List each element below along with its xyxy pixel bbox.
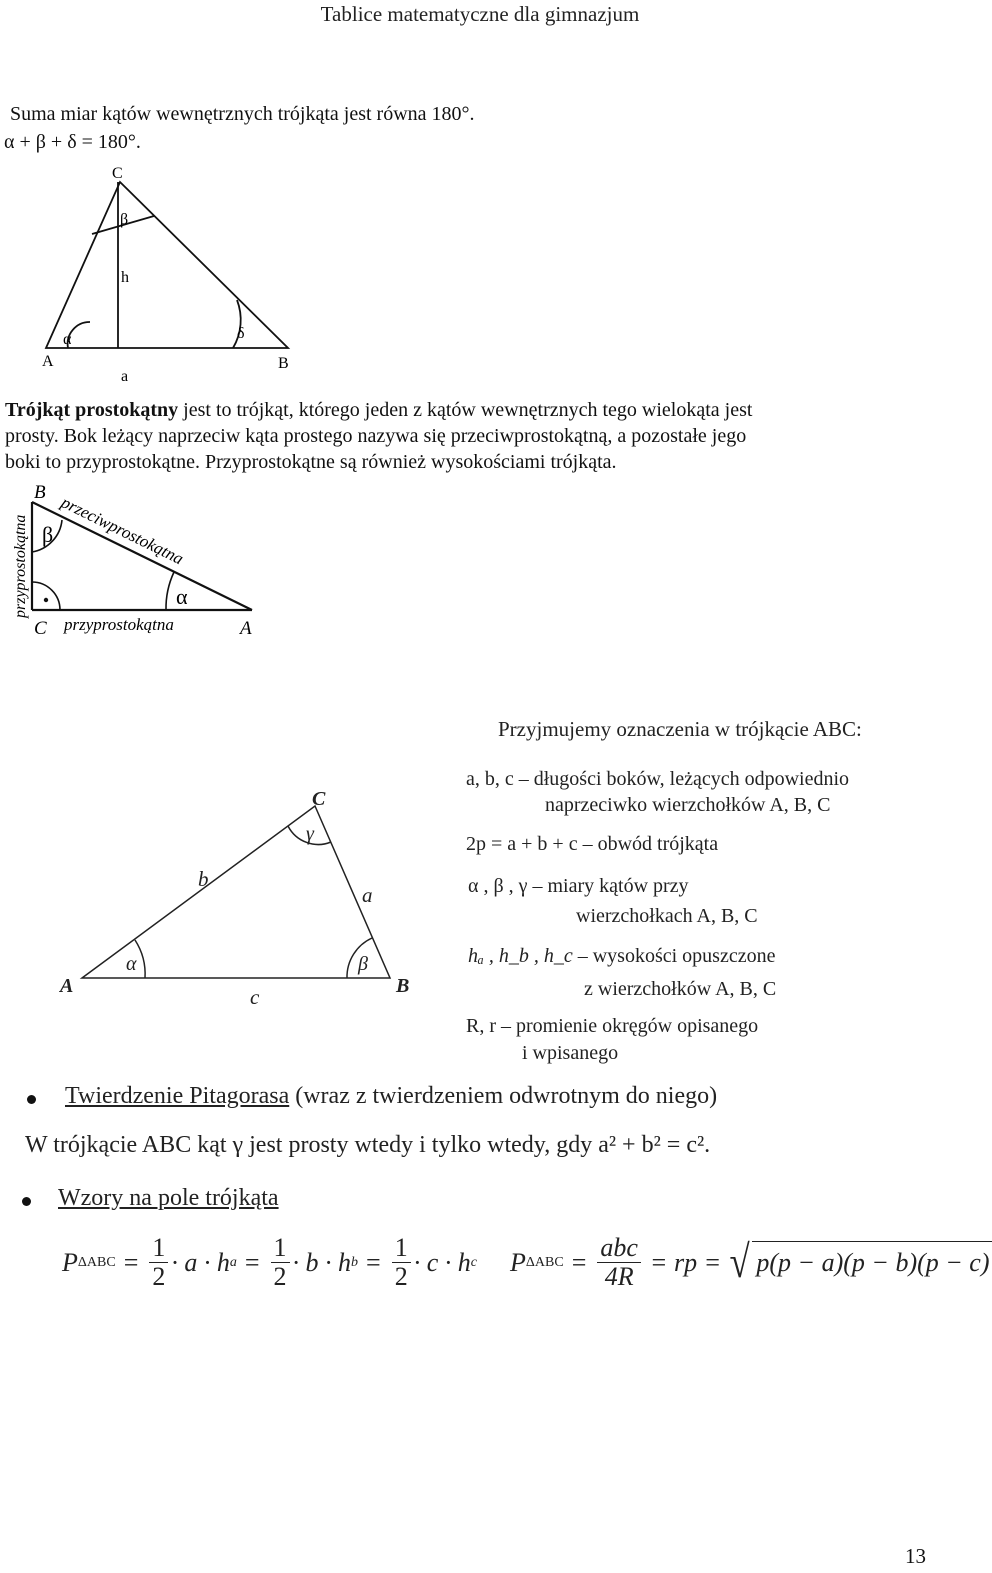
right-triangle-line2: prosty. Bok leżący naprzeciw kąta prostego nazywa się przeciwprostokątną, a pozostałe jego (5, 425, 747, 447)
side-c-label: c (250, 985, 260, 1009)
right-angle-arc (32, 582, 60, 610)
vertex-a-label: A (42, 353, 54, 370)
pythagoras-title-rest: (wraz z twierdzeniem odwrotnym do niego) (289, 1083, 718, 1109)
right-angle-dot (44, 598, 48, 602)
right-triangle-term: Trójkąt prostokątny (5, 399, 179, 421)
leg-horizontal-label: przyprostokątna (64, 615, 174, 634)
equals: = (571, 1247, 587, 1277)
heights-text: – wysokości opuszczone (577, 945, 776, 967)
angle-sum-formula: α + β + δ = 180°. (4, 131, 141, 153)
notation-title: Przyjmujemy oznaczenia w trójkącie ABC: (498, 717, 862, 741)
equals: = (123, 1247, 139, 1277)
notation-sides-cont: naprzeciwko wierzchołków A, B, C (545, 794, 831, 816)
right-triangle-paragraph (5, 398, 955, 474)
fraction-half: $\frac{1}{2}$ (392, 1234, 411, 1291)
delta-label: δ (237, 325, 245, 342)
angle-sum-text: Suma miar kątów wewnętrznych trójkąta jest równa 180°. (10, 103, 475, 125)
beta-label: β (120, 211, 129, 228)
area-formula-heron (510, 1234, 992, 1291)
area-subscript: ΔABC (77, 1254, 116, 1270)
gamma-label: γ (306, 823, 314, 845)
fraction-half: $\frac{1}{2}$ (271, 1234, 290, 1291)
notation-angles: α , β , γ – miary kątów przy (468, 875, 689, 897)
notation-radii: R, r – promienie okręgów opisanego (466, 1015, 759, 1037)
notation-heights (468, 943, 775, 970)
notation-sides: a, b, c – długości boków, leżących odpowiednio (466, 768, 850, 790)
alpha-arc (135, 940, 145, 978)
alpha-label: α (176, 584, 188, 609)
vertex-c-label: C (34, 618, 47, 639)
leg-vertical-label: przyprostokątna (12, 514, 29, 618)
side-a-label: a (362, 883, 373, 907)
right-triangle-line3: boki to przyprostokątne. Przyprostokątne są również wysokościami trójkąta. (5, 451, 617, 473)
page-number: 13 (905, 1544, 926, 1568)
area-formula-heights: P ΔABC = $\frac{1}{2}$ · a · h a = $\frac{1}{2}$ · b · h b = $\frac{1}{2}$ · c · h c (62, 1233, 477, 1291)
vertex-b-label: B (34, 482, 46, 503)
equals: = (366, 1247, 381, 1277)
alpha-label: α (126, 953, 137, 975)
heron-radicand: p(p − a)(p − b)(p − c) (752, 1241, 991, 1284)
vertex-b-label: B (396, 975, 410, 997)
notation-radii-cont: i wpisanego (522, 1042, 619, 1064)
heights-symbols: hₐ , h_b , h_c (468, 945, 573, 967)
rp-term: = rp = (649, 1247, 722, 1277)
beta-label: β (358, 953, 368, 975)
hypotenuse-label: przeciwprostokątna (58, 492, 187, 569)
area-symbol: P (510, 1247, 526, 1277)
pythagoras-heading (65, 1083, 717, 1110)
area-symbol: P (62, 1247, 78, 1277)
notation-heights-cont: z wierzchołków A, B, C (584, 978, 777, 1000)
triangle-abc-figure (50, 780, 450, 1010)
vertex-a-label: A (240, 618, 252, 639)
side-b-label: b (198, 867, 209, 891)
alpha-arc (166, 572, 174, 610)
pythagoras-title: Twierdzenie Pitagorasa (65, 1083, 290, 1109)
term-a: · a · h (171, 1247, 230, 1277)
area-heading: Wzory na pole trójkąta (58, 1185, 279, 1211)
term-c: · c · h (413, 1247, 471, 1277)
vertex-c-label: C (312, 788, 326, 810)
term-b: · b · h (292, 1247, 352, 1277)
notation-angles-cont: wierzchołkach A, B, C (576, 905, 758, 927)
height-h-label: h (121, 269, 129, 286)
bullet (22, 1197, 31, 1206)
vertex-a-label: A (60, 975, 74, 997)
running-header: Tablice matematyczne dla gimnazjum (320, 2, 640, 26)
pythagoras-statement: W trójkącie ABC kąt γ jest prosty wtedy i tylko wtedy, gdy a² + b² = c². (25, 1132, 711, 1158)
bullet (27, 1095, 36, 1104)
heron-root: √ p(p − a)(p − b)(p − c) (729, 1236, 990, 1287)
fraction-half: $\frac{1}{2}$ (149, 1234, 168, 1291)
beta-label: β (42, 522, 54, 547)
vertex-c-label: C (112, 165, 123, 182)
fraction-abc-4r: $\frac{\text{abc}}{4R}$ (597, 1234, 641, 1291)
vertex-b-label: B (278, 355, 289, 372)
triangle-altitude-figure (30, 160, 310, 385)
side-a-label: a (121, 368, 129, 385)
notation-perimeter: 2p = a + b + c – obwód trójkąta (466, 833, 719, 855)
right-triangle-line1: jest to trójkąt, którego jeden z kątów wewnętrznych tego wielokąta jest (178, 399, 753, 421)
alpha-label: α (63, 331, 72, 348)
right-triangle-figure (8, 482, 268, 642)
equals: = (244, 1247, 260, 1277)
area-subscript: ΔABC (525, 1254, 564, 1270)
hypotenuse (32, 502, 252, 610)
